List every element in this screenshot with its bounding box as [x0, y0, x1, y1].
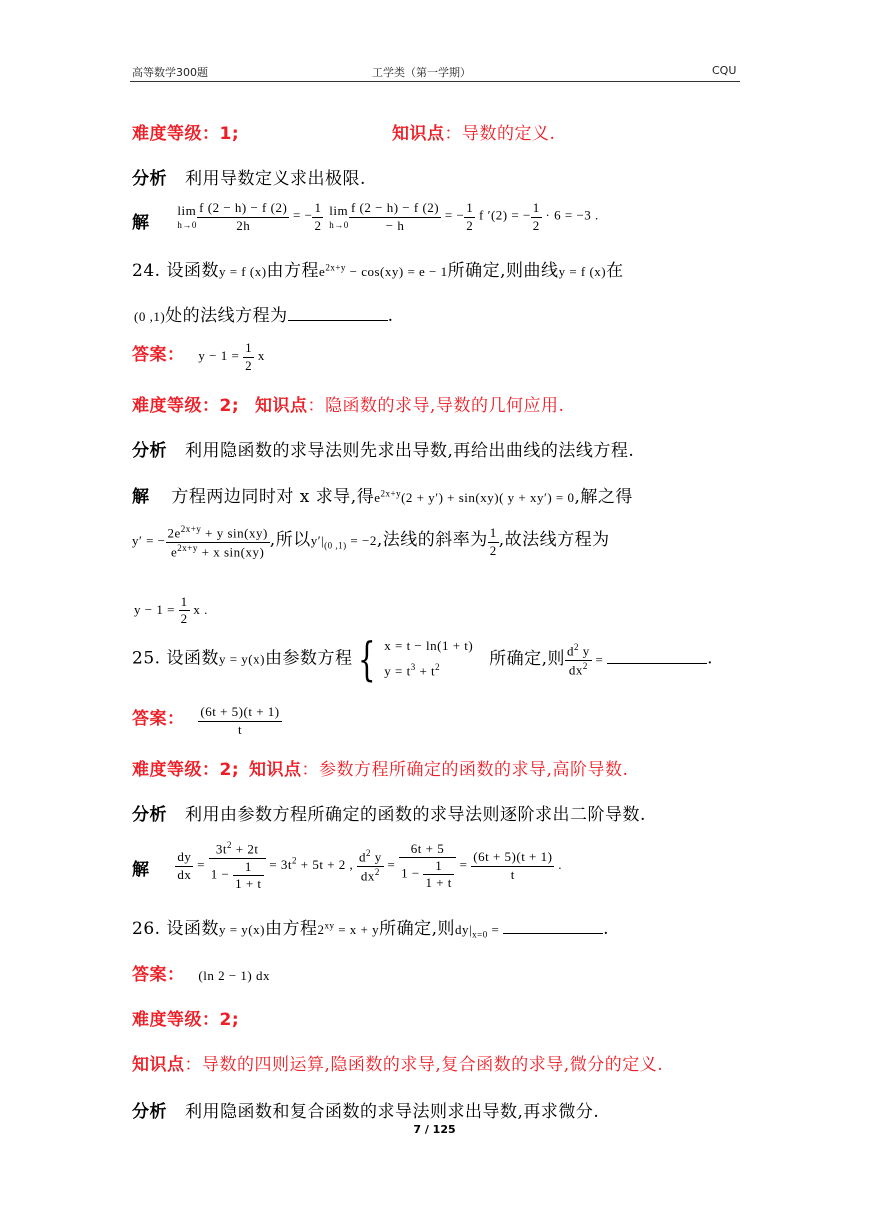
q26-knowledge: 知识点：导数的四则运算,隐函数的求导,复合函数的求导,微分的定义. — [132, 1055, 664, 1075]
q26-blank — [503, 919, 603, 934]
q23-knowledge: 知识点：导数的定义. — [392, 124, 556, 144]
q24-solution-1: 解 方程两边同时对 x 求导,得$e^{2x+y}(2 + y') + \sin(xy)$( y + xy′) = 0,解之得 — [132, 487, 633, 507]
q24-blank — [288, 306, 388, 321]
q25-answer: 答案： $\frac{(6t + 5)(t + 1)}{t}$ — [132, 704, 280, 737]
q26-analysis: 分析 利用隐函数和复合函数的求导法则求出导数,再求微分. — [132, 1102, 600, 1122]
header-right: CQU — [712, 64, 737, 77]
q23-difficulty: 难度等级：1; — [132, 124, 240, 144]
q24-analysis: 分析 利用隐函数的求导法则先求出导数,再给出曲线的法线方程. — [132, 441, 635, 461]
header-left: 高等数学300题 — [132, 66, 208, 79]
q23-solution: 解 lim h→0 $\frac{f (2 - h) - f (2)}{2h}$ = − $\frac{1}{2}$ lim h→0 $\frac{f (2 - h) - f (2)}{- h}$ = − $\frac{1}{2}$ f ′(2) = − $\frac{1}{2}$ · 6 = −3 . — [132, 200, 599, 233]
q25-solution: 解 $\frac{dy}{dx}$ = $3t^2 + 2t$ 1 − $\frac{1}{1 + t}$ = $3t^2 + 5t + 2$ , $\frac{d^2 y}{dx^2}$ = 6t + 5 1 − $\frac{1}{1 + t}$ = $\frac{(6t + 5)(t + 1)}{t}$ . — [132, 840, 562, 891]
q26-difficulty: 难度等级：2; — [132, 1010, 240, 1030]
q24-stem-2: (0 ,1)处的法线方程为 . — [134, 306, 394, 326]
q25-param-system: x = t − ln(1 + t) $y = t^3 + t^2$ — [384, 638, 474, 679]
q24-stem: 24. 设函数y = f (x)由方程$e^{2x+y} - \cos(xy) = e - 1$所确定,则曲线y = f (x)在 — [132, 261, 624, 281]
q23-analysis: 分析 利用导数定义求出极限. — [132, 169, 366, 189]
q24-solution-3: y − 1 = $\frac{1}{2}$ x . — [134, 594, 208, 627]
q25-analysis: 分析 利用由参数方程所确定的函数的求导法则逐阶求出二阶导数. — [132, 805, 646, 825]
q23-solution-formula: lim h→0 $\frac{f (2 - h) - f (2)}{2h}$ = − $\frac{1}{2}$ lim h→0 $\frac{f (2 - h) - f (2)}{- h}$ = − $\frac{1}{2}$ f ′(2) = − $\frac{1}{2}$ · 6 = −3 . — [177, 200, 599, 233]
q26-answer: 答案： (ln 2 − 1) dx — [132, 965, 271, 985]
q24-solution-2: y′ = − $\frac{2e^{2x+y} + y \sin(xy)}{e^{2x+y} + x \sin(xy)}$ ,所以$y'|_{(0 ,1)} = -2$,法线的斜率为 $\frac{1}{2}$ ,故法线方程为 — [132, 524, 610, 559]
q26-stem: 26. 设函数y = y(x)由方程$2^{xy} = x + y$所确定,则$dy|_{x=0}$ = . — [132, 919, 609, 940]
q25-blank — [607, 649, 707, 664]
q24-answer: 答案： y − 1 = $\frac{1}{2}$ x — [132, 340, 265, 373]
q24-difficulty: 难度等级：2; 知识点：隐函数的求导,导数的几何应用. — [132, 396, 565, 416]
header-rule — [130, 81, 740, 82]
q25-difficulty: 难度等级：2; 知识点：参数方程所确定的函数的求导,高阶导数. — [132, 760, 629, 780]
q25-stem: 25. 设函数y = y(x)由参数方程 { x = t − ln(1 + t) $y = t^3 + t^2$ 所确定,则 $\frac{d^2 y}{dx^2}$ = . — [132, 632, 714, 686]
q24-equation: $e^{2x+y} - \cos(xy) = e - 1$ — [319, 262, 448, 279]
page-number: 7 / 125 — [413, 1123, 456, 1136]
header-center: 工学类（第一学期） — [372, 66, 471, 79]
